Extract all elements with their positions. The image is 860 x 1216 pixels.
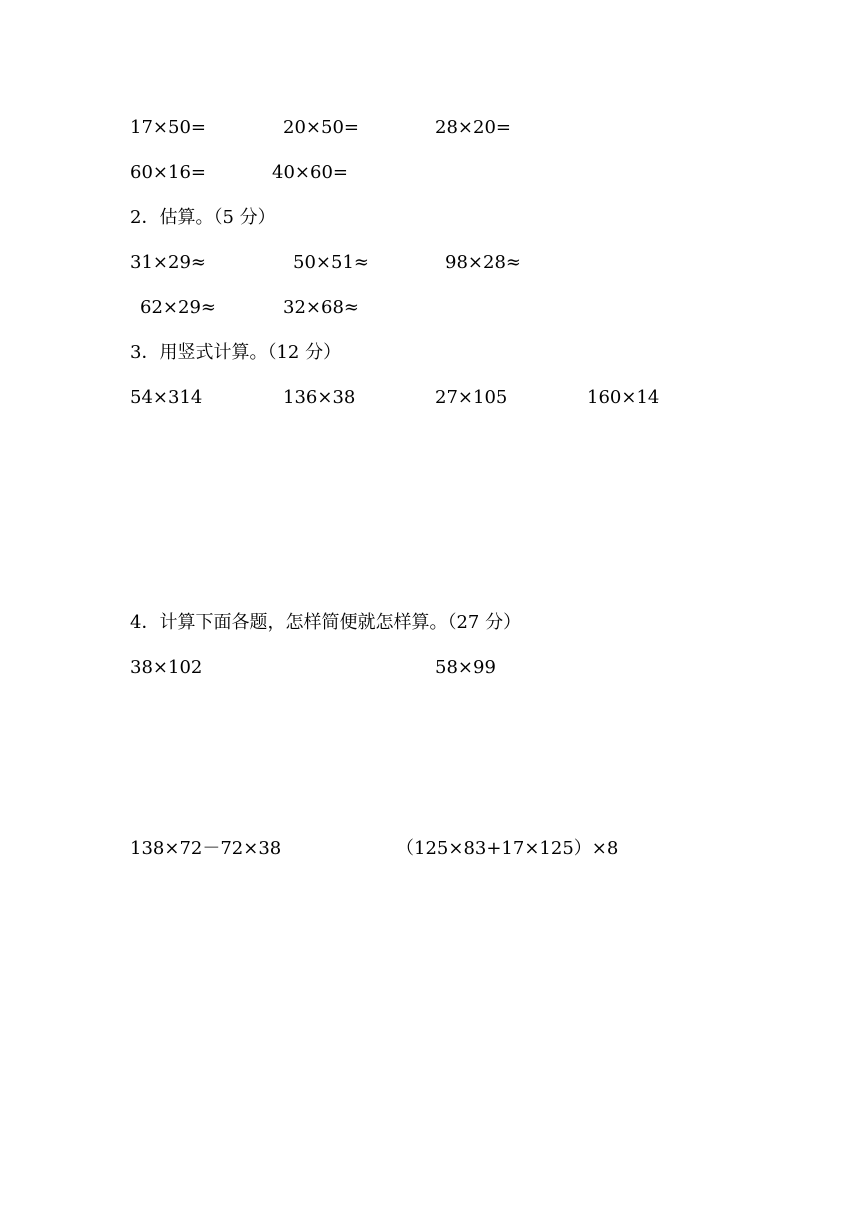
oral-problem-2: 20×50= <box>283 117 359 138</box>
section-2-heading: 2．估算。（5 分） <box>130 207 276 228</box>
vertical-problem-2: 136×38 <box>283 387 356 408</box>
estimate-problem-3: 98×28≈ <box>445 252 521 273</box>
oral-problem-1: 17×50= <box>130 117 206 138</box>
simplify-problem-3: 138×72－72×38 <box>130 838 282 859</box>
section-3-heading: 3．用竖式计算。（12 分） <box>130 342 342 363</box>
estimate-problem-4: 62×29≈ <box>140 297 216 318</box>
estimate-problem-1: 31×29≈ <box>130 252 206 273</box>
oral-problem-4: 60×16= <box>130 162 206 183</box>
vertical-problem-3: 27×105 <box>435 387 508 408</box>
section-4-heading: 4．计算下面各题，怎样简便就怎样算。（27 分） <box>130 612 522 633</box>
oral-problem-5: 40×60= <box>272 162 348 183</box>
estimate-problem-2: 50×51≈ <box>293 252 369 273</box>
oral-problem-3: 28×20= <box>435 117 511 138</box>
estimate-problem-5: 32×68≈ <box>283 297 359 318</box>
simplify-problem-2: 58×99 <box>435 657 496 678</box>
vertical-problem-1: 54×314 <box>130 387 203 408</box>
simplify-problem-1: 38×102 <box>130 657 203 678</box>
vertical-problem-4: 160×14 <box>587 387 660 408</box>
simplify-problem-4: （125×83+17×125）×8 <box>396 838 619 859</box>
